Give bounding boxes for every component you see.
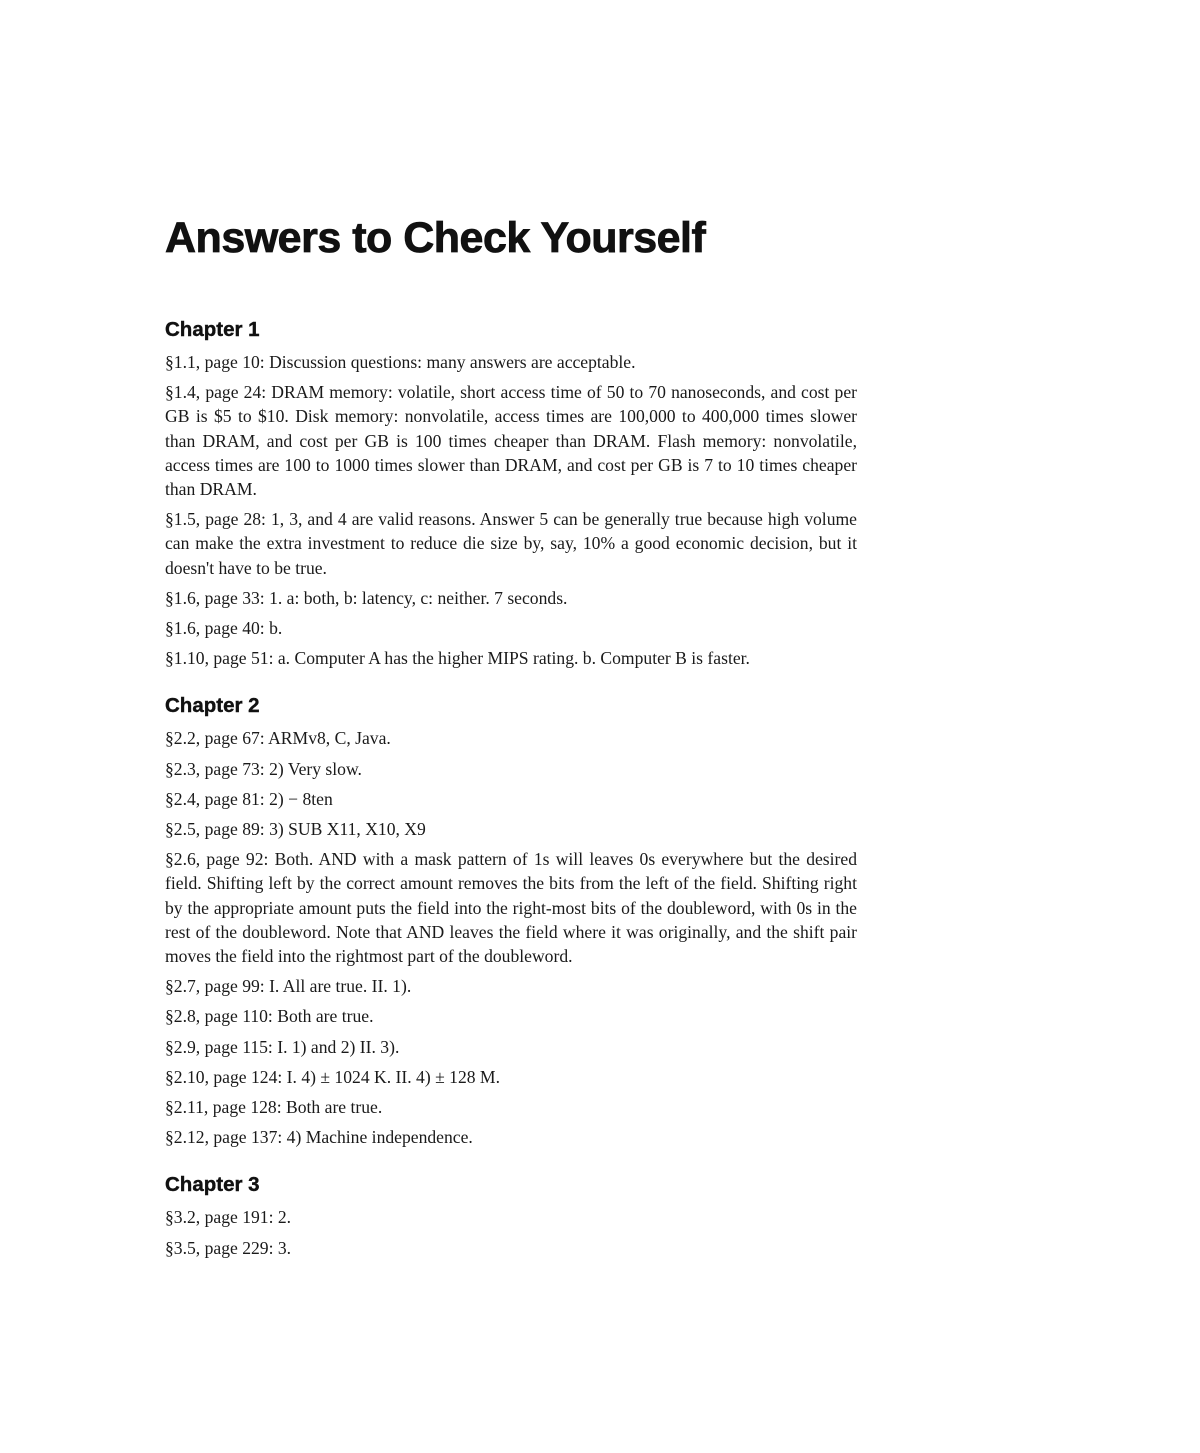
answer-entry: §2.5, page 89: 3) SUB X11, X10, X9	[165, 819, 426, 840]
answer-entry: §1.6, page 40: b.	[165, 618, 283, 639]
chapter-heading: Chapter 3	[165, 1173, 260, 1197]
answer-entry: §1.6, page 33: 1. a: both, b: latency, c: neither. 7 seconds.	[165, 587, 568, 608]
answer-entry: §1.5, page 28: 1, 3, and 4 are valid reasons. Answer 5 can be generally true because high volume can make the extra investment to reduce die size by, say, 10% a good economic decision, but it doesn't have to be true.	[165, 509, 857, 578]
chapter-2-section	[165, 692, 857, 1149]
answer-entry: §2.4, page 81: 2) − 8ten	[165, 788, 333, 809]
answer-entry: §3.5, page 229: 3.	[165, 1237, 292, 1258]
page-title: Answers to Check Yourself	[165, 214, 706, 262]
answer-entry: §2.7, page 99: I. All are true. II. 1).	[165, 976, 412, 997]
answer-entry: §2.2, page 67: ARMv8, C, Java.	[165, 728, 391, 749]
answer-entry: §1.1, page 10: Discussion questions: many answers are acceptable.	[165, 352, 636, 372]
chapter-heading: Chapter 1	[165, 318, 260, 341]
chapter-3-section	[165, 1171, 857, 1259]
chapter-heading: Chapter 2	[165, 694, 260, 718]
answer-entry: §2.8, page 110: Both are true.	[165, 1006, 374, 1027]
answer-entry: §1.4, page 24: DRAM memory: volatile, short access time of 50 to 70 nanoseconds, and cost per GB is $5 to $10. Disk memory: nonvolatile, access times are 100,000 to 400,000 times slower than DRAM, and cost per GB is 100 times cheaper than DRAM. Flash memory: nonvolatile, access times are 100 to 1000 times slower than DRAM, and cost per GB is 7 to 10 times cheaper than DRAM.	[165, 382, 857, 500]
answer-entry: §2.10, page 124: I. 4) ± 1024 K. II. 4) ± 128 M.	[165, 1066, 500, 1087]
answer-entry: §3.2, page 191: 2.	[165, 1207, 292, 1228]
answer-entry: §1.10, page 51: a. Computer A has the higher MIPS rating. b. Computer B is faster.	[165, 648, 750, 669]
answer-entry: §2.6, page 92: Both. AND with a mask pattern of 1s will leaves 0s everywhere but the desired field. Shifting left by the correct amount removes the bits from the left of the field. Shifting right by the appropriate amount puts the field into the right-most bits of the doubleword, with 0s in the rest of the doubleword. Note that AND leaves the field where it was originally, and the shift pair moves the field into the rightmost part of the doubleword.	[165, 849, 857, 967]
document-page	[165, 212, 857, 1266]
answer-entry: §2.12, page 137: 4) Machine independence.	[165, 1127, 473, 1148]
answer-entry: §2.11, page 128: Both are true.	[165, 1097, 383, 1118]
answer-entry: §2.9, page 115: I. 1) and 2) II. 3).	[165, 1036, 400, 1057]
chapter-1-section	[165, 316, 857, 670]
answer-entry: §2.3, page 73: 2) Very slow.	[165, 758, 362, 779]
